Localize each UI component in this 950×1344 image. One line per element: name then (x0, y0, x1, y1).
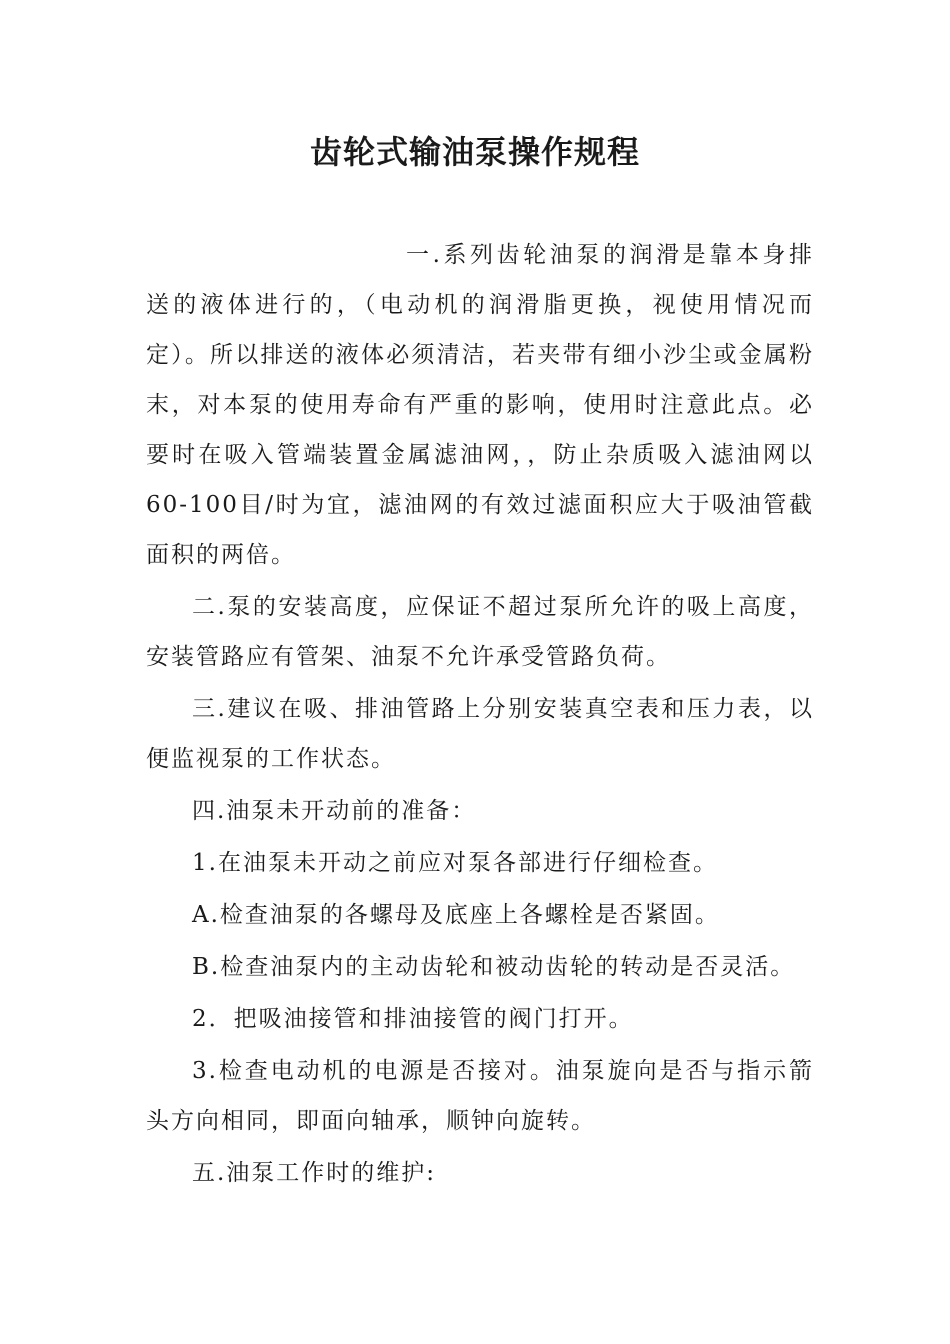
paragraph-step-3: 3.检查电动机的电源是否接对。油泵旋向是否与指示箭头方向相同，即面向轴承，顺钟向旋转。 (146, 1058, 814, 1134)
paragraph-step-1: 1.在油泵未开动之前应对泵各部进行仔细检查。 (192, 850, 718, 876)
paragraph-step-a: A.检查油泵的各螺母及底座上各螺栓是否紧固。 (192, 902, 720, 928)
document-title: 齿轮式输油泵操作规程 (309, 133, 640, 171)
paragraph-gauges: 三.建议在吸、排油管路上分别安装真空表和压力表，以便监视泵的工作状态。 (146, 696, 814, 772)
paragraph-step-2: 2．把吸油接管和排油接管的阀门打开。 (192, 1006, 634, 1032)
document-body (146, 230, 814, 1200)
paragraph-preparation-heading: 四.油泵未开动前的准备： (192, 798, 477, 824)
paragraph-installation-height: 二.泵的安装高度，应保证不超过泵所允许的吸上高度，安装管路应有管架、油泵不允许承受管路负荷。 (146, 594, 814, 670)
paragraph-step-b: B.检查油泵内的主动齿轮和被动齿轮的转动是否灵活。 (192, 954, 796, 980)
paragraph-lubrication: 一.系列齿轮油泵的润滑是靠本身排送的液体进行的，（电动机的润滑脂更换，视使用情况而定）。所以排送的液体必须清洁，若夹带有细小沙尘或金属粉末，对本泵的使用寿命有严重的影响，使用时注意此点。必要时在吸入管端装置金属滤油网，，防止杂质吸入滤油网以60-100目/时为宜，滤油网的有效过滤面积应大于吸油管截面积的两倍。 (146, 242, 814, 568)
paragraph-maintenance-heading: 五.油泵工作时的维护: (192, 1160, 437, 1186)
